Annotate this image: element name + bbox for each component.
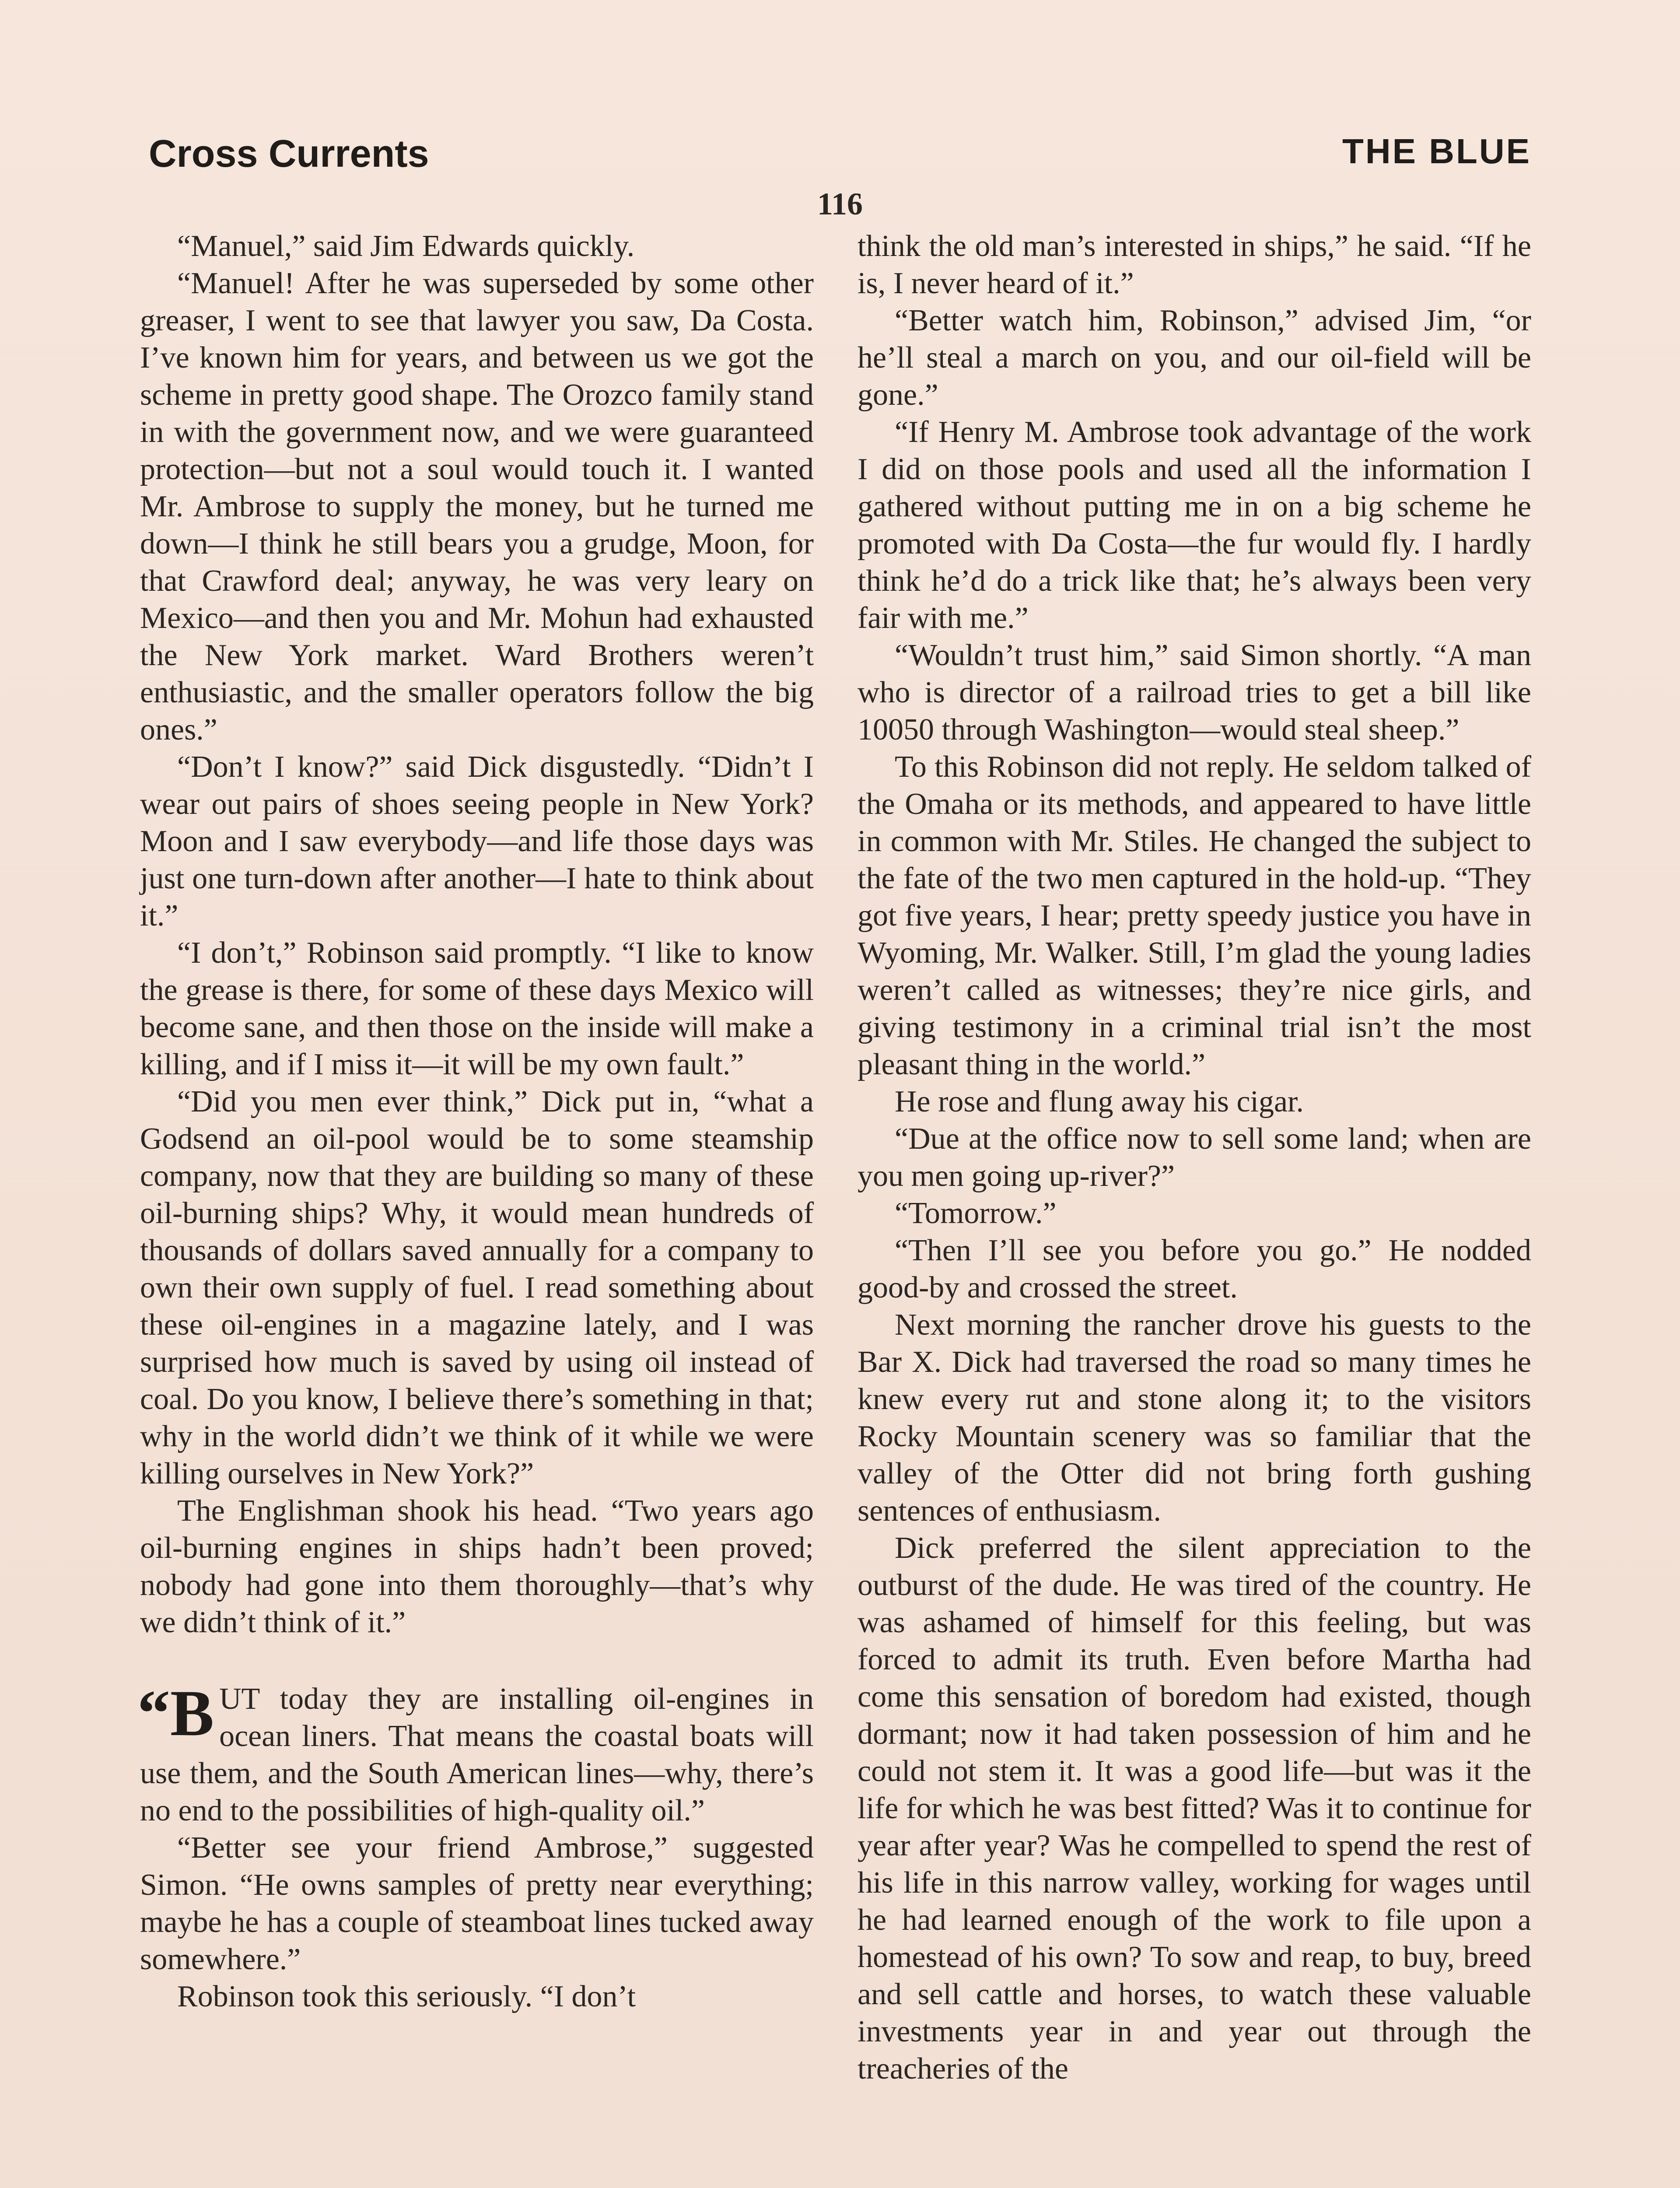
right-column xyxy=(858,228,1531,2087)
dropcap-paragraph xyxy=(137,1677,814,1829)
dropcap-quote: “ xyxy=(137,1677,170,1750)
paragraph: “Tomorrow.” xyxy=(895,1196,1057,1230)
dropcap-letter xyxy=(137,1677,214,1750)
page-number: 116 xyxy=(817,186,863,221)
paragraph: He rose and flung away his cigar. xyxy=(895,1085,1304,1119)
paragraph-continued: think the old man’s interested in ships,” he said. “If he is, I never heard of it.” xyxy=(858,229,1531,300)
paragraph: “Did you men ever think,” Dick put in, “what a Godsend an oil-pool would be to some steamship company, now that they are building so many of these oil-burning ships? Why, it would mean hundreds of thousands of dollars saved annually for a company to own their own supply of fuel. I read something about these oil-engines in a magazine lately, and I was surprised how much is saved by using oil instead of coal. Do you know, I believe there’s something in that; why in the world didn’t we think of it while we were killing ourselves in New York?” xyxy=(140,1085,814,1490)
dropcap-text: UT today they are installing oil-engines in ocean liners. That means the coastal boats will use them, and the South American lines—why, there’s no end to the possibilities of high-quality oil.” xyxy=(140,1682,814,1827)
paragraph: “Due at the office now to sell some land; when are you men going up-river?” xyxy=(858,1122,1531,1193)
story-title: Cross Currents xyxy=(149,132,429,175)
paragraph: “Don’t I know?” said Dick disgustedly. “Didn’t I wear out pairs of shoes seeing people in New York? Moon and I saw everybody—and life those days was just one turn-down after another—I hate to think about it.” xyxy=(140,750,814,933)
dropcap-initial: B xyxy=(170,1677,214,1750)
paragraph: “Better see your friend Ambrose,” suggested Simon. “He owns samples of pretty near everything; maybe he has a couple of steamboat lines tucked away somewhere.” xyxy=(140,1831,814,1976)
magazine-title: THE BLUE xyxy=(1342,132,1531,171)
paragraph: “If Henry M. Ambrose took advantage of the work I did on those pools and used all the information I gathered without putting me in on a big scheme he promoted with Da Costa—the fur would fly. I hardly think he’d do a trick like that; he’s always been very fair with me.” xyxy=(858,415,1531,635)
paragraph: “Wouldn’t trust him,” said Simon shortly. “A man who is director of a railroad tries to get a bill like 10050 through Washington—would steal sheep.” xyxy=(858,638,1531,747)
paragraph: To this Robinson did not reply. He seldom talked of the Omaha or its methods, and appeared to have little in common with Mr. Stiles. He changed the subject to the fate of the two men captured in the hold-up. “They got five years, I hear; pretty speedy justice you have in Wyoming, Mr. Walker. Still, I’m glad the young ladies weren’t called as witnesses; they’re nice girls, and giving testimony in a criminal trial isn’t the most pleasant thing in the world.” xyxy=(858,750,1531,1081)
paragraph: The Englishman shook his head. “Two years ago oil-burning engines in ships hadn’t been proved; nobody had gone into them thoroughly—that’s why we didn’t think of it.” xyxy=(140,1494,814,1639)
left-column xyxy=(137,228,814,2015)
paragraph: “Then I’ll see you before you go.” He nodded good-by and crossed the street. xyxy=(858,1234,1531,1304)
running-header xyxy=(149,131,1531,184)
paragraph: “Better watch him, Robinson,” advised Jim, “or he’ll steal a march on you, and our oil-field will be gone.” xyxy=(858,304,1531,412)
paragraph: Robinson took this seriously. “I don’t xyxy=(177,1980,636,2013)
paragraph: Next morning the rancher drove his guests to the Bar X. Dick had traversed the road so many times he knew every rut and stone along it; to the visitors Rocky Mountain scenery was so familiar that the valley of the Otter did not bring forth gushing sentences of enthusiasm. xyxy=(858,1308,1531,1528)
paragraph: “Manuel! After he was superseded by some other greaser, I went to see that lawyer you saw, Da Costa. I’ve known him for years, and between us we got the scheme in pretty good shape. The Orozco family stand in with the government now, and we were guaranteed protection—but not a soul would touch it. I wanted Mr. Ambrose to supply the money, but he turned me down—I think he still bears you a grudge, Moon, for that Crawford deal; anyway, he was very leary on Mexico—and then you and Mr. Mohun had exhausted the New York market. Ward Brothers weren’t enthusiastic, and the smaller operators follow the big ones.” xyxy=(140,266,814,747)
paragraph: Dick preferred the silent appreciation to the outburst of the dude. He was tired of the country. He was ashamed of himself for this feeling, but was forced to admit its truth. Even before Martha had come this sensation of boredom had existed, though dormant; now it had taken possession of him and he could not stem it. It was a good life—but was it the life for which he was best fitted? Was it to continue for year after year? Was he compelled to spend the rest of his life in this narrow valley, working for wages until he had learned enough of the work to file upon a homestead of his own? To sow and reap, to buy, breed and sell cattle and horses, to watch these valuable investments year in and year out through the treacheries of the xyxy=(858,1531,1531,2086)
paragraph: “I don’t,” Robinson said promptly. “I like to know the grease is there, for some of these days Mexico will become sane, and then those on the inside will make a killing, and if I miss it—it will be my own fault.” xyxy=(140,936,814,1081)
paragraph: “Manuel,” said Jim Edwards quickly. xyxy=(177,229,635,263)
